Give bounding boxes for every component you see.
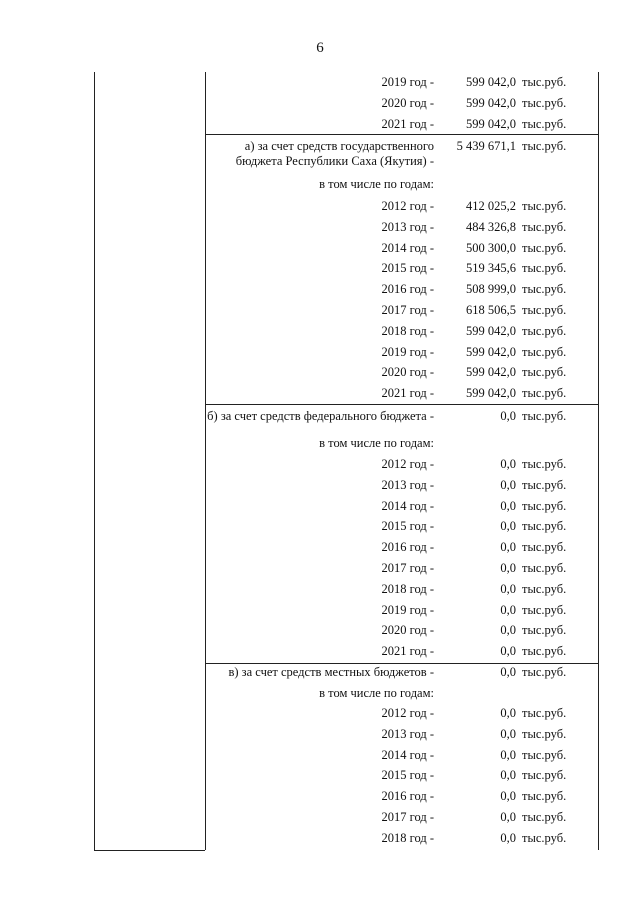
- section-c-unit: тыс.руб.: [522, 830, 567, 845]
- section-c-value: 0,0: [500, 706, 516, 720]
- section-b-year: 2013 год -: [381, 477, 434, 492]
- section-a-value: 412 025,2: [466, 199, 516, 213]
- table-bottom-border: [94, 850, 205, 851]
- section-a-value: 599 042,0: [466, 344, 516, 359]
- section-a-value: 599 042,0: [466, 323, 516, 338]
- section-b-year: 2020 год -: [381, 623, 434, 638]
- section-c-unit: тыс.руб.: [522, 747, 567, 762]
- section-b-value: 0,0: [500, 477, 516, 492]
- section-b-row: [206, 475, 598, 496]
- section-b-year: 2016 год -: [381, 540, 434, 555]
- section-b-value: 0,0: [500, 498, 516, 513]
- section-b-year: 2021 год -: [381, 644, 434, 659]
- section-a-row: [206, 258, 598, 279]
- section-c-year: 2018 год -: [381, 830, 434, 845]
- section-b-value: 0,0: [500, 623, 516, 638]
- section-a-total: 5 439 671,1: [456, 139, 516, 153]
- section-c-header: [206, 662, 598, 683]
- section-a-row: [206, 238, 598, 259]
- section-a-row: [206, 342, 598, 363]
- top-block-value: 599 042,0: [466, 95, 516, 110]
- section-b-row: [206, 454, 598, 475]
- top-block-row: [206, 72, 598, 93]
- section-a-unit: тыс.руб.: [522, 199, 567, 213]
- section-b-unit: тыс.руб.: [522, 519, 567, 534]
- section-a-row: [206, 383, 598, 404]
- section-c-year: 2016 год -: [381, 789, 434, 804]
- section-b-subtitle: [206, 433, 598, 454]
- section-a-unit: тыс.руб.: [522, 386, 567, 401]
- section-a-unit: тыс.руб.: [522, 365, 567, 380]
- section-a-year: 2017 год -: [381, 303, 434, 317]
- section-c-value: 0,0: [500, 768, 516, 783]
- section-c-unit: тыс.руб.: [522, 726, 567, 741]
- section-c-unit: тыс.руб.: [522, 789, 567, 804]
- top-block-row: [206, 114, 598, 135]
- section-c-row: [206, 724, 598, 745]
- section-c-subtitle-text: в том числе по годам:: [319, 686, 434, 700]
- top-block-value: 599 042,0: [466, 75, 516, 89]
- section-a-value: 508 999,0: [466, 282, 516, 297]
- section-c-year: 2014 год -: [381, 747, 434, 762]
- section-a-row: [206, 279, 598, 300]
- section-c-year: 2013 год -: [381, 726, 434, 741]
- section-c-value: 0,0: [500, 726, 516, 741]
- section-c-value: 0,0: [500, 810, 516, 824]
- section-b-unit: тыс.руб.: [522, 623, 567, 638]
- section-b-unit: тыс.руб.: [522, 457, 567, 471]
- section-a-year: 2014 год -: [381, 240, 434, 255]
- section-a-row: [206, 300, 598, 321]
- section-a-value: 599 042,0: [466, 365, 516, 380]
- section-c-total: 0,0: [500, 665, 516, 679]
- section-c-row: [206, 703, 598, 724]
- section-a-value: 500 300,0: [466, 240, 516, 255]
- section-b-value: 0,0: [500, 581, 516, 596]
- section-b-value: 0,0: [500, 519, 516, 534]
- section-b-row: [206, 579, 598, 600]
- section-b-title: б) за счет средств федерального бюджета -: [207, 409, 434, 423]
- section-c-row: [206, 786, 598, 807]
- section-b-year: 2019 год -: [381, 602, 434, 617]
- section-b-row: [206, 641, 598, 662]
- top-block-year: 2020 год -: [381, 95, 434, 110]
- section-a-subtitle-text: в том числе по годам:: [319, 177, 434, 191]
- section-b-row: [206, 600, 598, 621]
- section-a-year: 2021 год -: [381, 386, 434, 401]
- section-c-row: [206, 807, 598, 828]
- section-a-unit: тыс.руб.: [522, 282, 567, 297]
- section-c-unit: тыс.руб.: [522, 768, 567, 783]
- section-b-unit: тыс.руб.: [522, 581, 567, 596]
- section-b-row: [206, 516, 598, 537]
- section-b-row: [206, 620, 598, 641]
- section-a-year: 2015 год -: [381, 261, 434, 276]
- section-c-value: 0,0: [500, 747, 516, 762]
- section-a-total-unit: тыс.руб.: [522, 139, 567, 153]
- top-block-year: 2019 год -: [381, 75, 434, 89]
- section-b-total: 0,0: [500, 409, 516, 423]
- section-a-year: 2012 год -: [381, 199, 434, 213]
- top-block-value: 599 042,0: [466, 116, 516, 131]
- section-b-year: 2018 год -: [381, 581, 434, 596]
- section-a-unit: тыс.руб.: [522, 219, 567, 234]
- section-a-year: 2016 год -: [381, 282, 434, 297]
- section-b-unit: тыс.руб.: [522, 602, 567, 617]
- section-b-subtitle-text: в том числе по годам:: [319, 436, 434, 450]
- table-right-border: [598, 72, 599, 850]
- section-a-header: [206, 136, 598, 170]
- section-c-value: 0,0: [500, 830, 516, 845]
- section-a-year: 2020 год -: [381, 365, 434, 380]
- section-c-unit: тыс.руб.: [522, 810, 567, 824]
- section-a-unit: тыс.руб.: [522, 323, 567, 338]
- section-b-row: [206, 558, 598, 579]
- section-c-unit: тыс.руб.: [522, 706, 567, 720]
- section-c-row: [206, 828, 598, 849]
- section-b-total-unit: тыс.руб.: [522, 409, 567, 423]
- section-b-year: 2012 год -: [381, 457, 434, 471]
- section-b-year: 2014 год -: [381, 498, 434, 513]
- section-b-unit: тыс.руб.: [522, 561, 567, 575]
- section-c-total-unit: тыс.руб.: [522, 665, 567, 679]
- top-block-unit: тыс.руб.: [522, 116, 567, 131]
- page-number: 6: [316, 40, 324, 56]
- section-b-row: [206, 537, 598, 558]
- section-b-value: 0,0: [500, 644, 516, 659]
- section-b-unit: тыс.руб.: [522, 477, 567, 492]
- section-a-value: 618 506,5: [466, 303, 516, 317]
- section-a-row: [206, 217, 598, 238]
- section-a-row: [206, 196, 598, 217]
- top-block-year: 2021 год -: [381, 116, 434, 131]
- section-c-value: 0,0: [500, 789, 516, 804]
- section-a-row: [206, 321, 598, 342]
- section-a-row: [206, 362, 598, 383]
- section-a-value: 519 345,6: [466, 261, 516, 276]
- top-block-unit: тыс.руб.: [522, 75, 567, 89]
- section-a-unit: тыс.руб.: [522, 344, 567, 359]
- section-a-title: а) за счет средств государственного бюджета Республики Саха (Якутия) -: [235, 139, 434, 168]
- top-block-row: [206, 93, 598, 114]
- top-block-unit: тыс.руб.: [522, 95, 567, 110]
- section-c-year: 2015 год -: [381, 768, 434, 783]
- section-b-value: 0,0: [500, 561, 516, 575]
- section-b-year: 2017 год -: [381, 561, 434, 575]
- section-b-unit: тыс.руб.: [522, 540, 567, 555]
- section-a-unit: тыс.руб.: [522, 303, 567, 317]
- section-c-title: в) за счет средств местных бюджетов -: [228, 665, 434, 679]
- section-a-unit: тыс.руб.: [522, 261, 567, 276]
- section-a-year: 2013 год -: [381, 219, 434, 234]
- section-c-row: [206, 765, 598, 786]
- section-c-year: 2017 год -: [381, 810, 434, 824]
- section-b-value: 0,0: [500, 540, 516, 555]
- section-b-year: 2015 год -: [381, 519, 434, 534]
- section-c-row: [206, 745, 598, 766]
- section-a-subtitle: [206, 174, 598, 195]
- section-b-unit: тыс.руб.: [522, 644, 567, 659]
- section-b-value: 0,0: [500, 602, 516, 617]
- section-a-value: 484 326,8: [466, 219, 516, 234]
- section-c-subtitle: [206, 683, 598, 704]
- section-a-value: 599 042,0: [466, 386, 516, 401]
- section-b-divider: [205, 404, 598, 405]
- section-c-year: 2012 год -: [381, 706, 434, 720]
- table-left-border: [94, 72, 95, 850]
- section-a-year: 2018 год -: [381, 323, 434, 338]
- section-a-year: 2019 год -: [381, 344, 434, 359]
- section-a-unit: тыс.руб.: [522, 240, 567, 255]
- section-b-row: [206, 496, 598, 517]
- section-b-value: 0,0: [500, 457, 516, 471]
- section-b-unit: тыс.руб.: [522, 498, 567, 513]
